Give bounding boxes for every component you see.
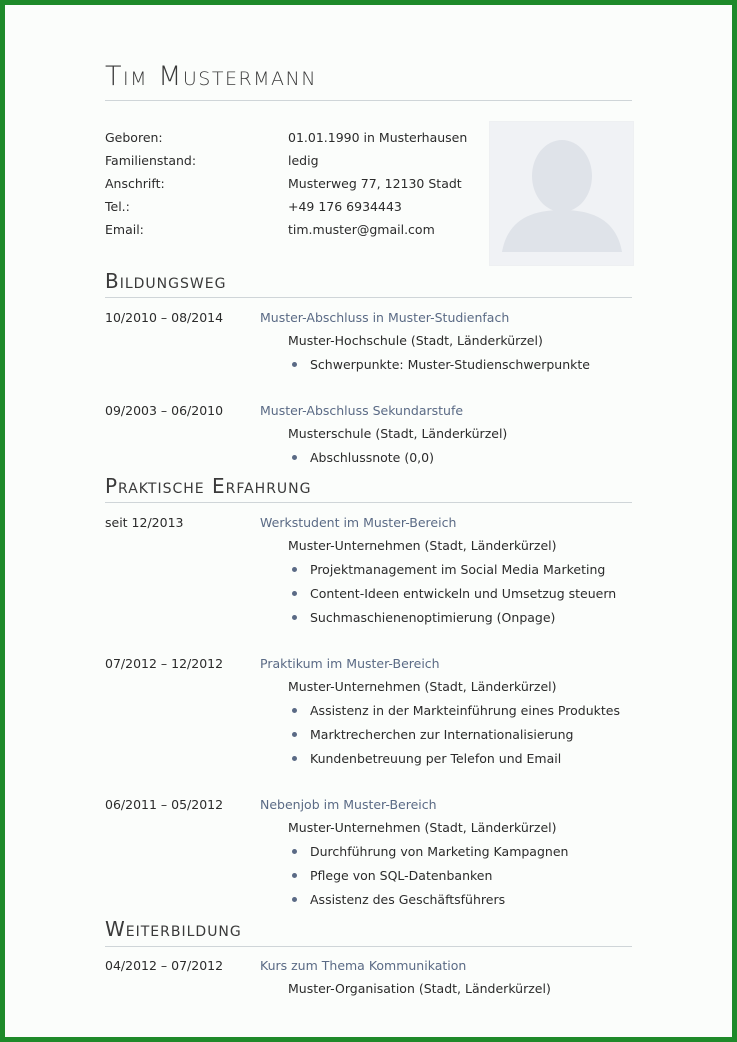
bullet-dot (292, 849, 297, 854)
entry-bullet: Schwerpunkte: Muster-Studienschwerpunkte (310, 357, 590, 372)
entry-date: seit 12/2013 (105, 515, 184, 530)
entry-role: Muster-Abschluss in Muster-Studienfach (260, 310, 510, 325)
entry-date: 10/2010 – 08/2014 (105, 310, 224, 325)
education-divider (105, 297, 632, 298)
bullet-dot (292, 897, 297, 902)
experience-divider (105, 502, 632, 503)
cv-name: Tim Mustermann (105, 61, 317, 92)
label-birth: Geboren: (105, 130, 163, 145)
profile-photo (489, 121, 634, 266)
entry-date: 06/2011 – 05/2012 (105, 797, 224, 812)
section-title-experience: Praktische Erfahrung (105, 474, 312, 498)
entry-org: Muster-Unternehmen (Stadt, Länderkürzel) (288, 679, 557, 694)
entry-bullet: Assistenz des Geschäftsführers (310, 892, 506, 907)
entry-role: Nebenjob im Muster-Bereich (260, 797, 437, 812)
bullet-dot (292, 591, 297, 596)
bullet-dot (292, 362, 297, 367)
entry-date: 04/2012 – 07/2012 (105, 958, 224, 973)
section-title-education: Bildungsweg (105, 269, 227, 293)
entry-date: 09/2003 – 06/2010 (105, 403, 224, 418)
entry-org: Muster-Unternehmen (Stadt, Länderkürzel) (288, 820, 557, 835)
entry-date: 07/2012 – 12/2012 (105, 656, 224, 671)
entry-role: Kurs zum Thema Kommunikation (260, 958, 467, 973)
entry-org: Muster-Hochschule (Stadt, Länderkürzel) (288, 333, 543, 348)
label-phone: Tel.: (105, 199, 130, 214)
entry-bullet: Kundenbetreuung per Telefon und Email (310, 751, 562, 766)
label-marital: Familienstand: (105, 153, 197, 168)
bullet-dot (292, 873, 297, 878)
entry-bullet: Suchmaschienenoptimierung (Onpage) (310, 610, 556, 625)
training-divider (105, 946, 632, 947)
entry-bullet: Content-Ideen entwickeln und Umsetzug steuern (310, 586, 617, 601)
entry-bullet: Durchführung von Marketing Kampagnen (310, 844, 569, 859)
entry-bullet: Assistenz in der Markteinführung eines Produktes (310, 703, 620, 718)
entry-org: Muster-Unternehmen (Stadt, Länderkürzel) (288, 538, 557, 553)
bullet-dot (292, 567, 297, 572)
value-email: tim.muster@gmail.com (288, 222, 435, 237)
bullet-dot (292, 732, 297, 737)
entry-org: Muster-Organisation (Stadt, Länderkürzel) (288, 981, 551, 996)
value-birth: 01.01.1990 in Musterhausen (288, 130, 468, 145)
value-phone: +49 176 6934443 (288, 199, 402, 214)
value-address: Musterweg 77, 12130 Stadt (288, 176, 462, 191)
bullet-dot (292, 756, 297, 761)
value-marital: ledig (288, 153, 319, 168)
entry-bullet: Projektmanagement im Social Media Marketing (310, 562, 606, 577)
label-email: Email: (105, 222, 144, 237)
section-title-training: Weiterbildung (105, 917, 242, 941)
bullet-dot (292, 455, 297, 460)
bullet-dot (292, 615, 297, 620)
entry-bullet: Marktrecherchen zur Internationalisierung (310, 727, 574, 742)
entry-role: Muster-Abschluss Sekundarstufe (260, 403, 464, 418)
person-silhouette-icon (490, 122, 633, 265)
entry-bullet: Pflege von SQL-Datenbanken (310, 868, 493, 883)
entry-role: Praktikum im Muster-Bereich (260, 656, 440, 671)
entry-role: Werkstudent im Muster-Bereich (260, 515, 457, 530)
bullet-dot (292, 708, 297, 713)
label-address: Anschrift: (105, 176, 165, 191)
entry-org: Musterschule (Stadt, Länderkürzel) (288, 426, 508, 441)
name-divider (105, 100, 632, 101)
entry-bullet: Abschlussnote (0,0) (310, 450, 434, 465)
